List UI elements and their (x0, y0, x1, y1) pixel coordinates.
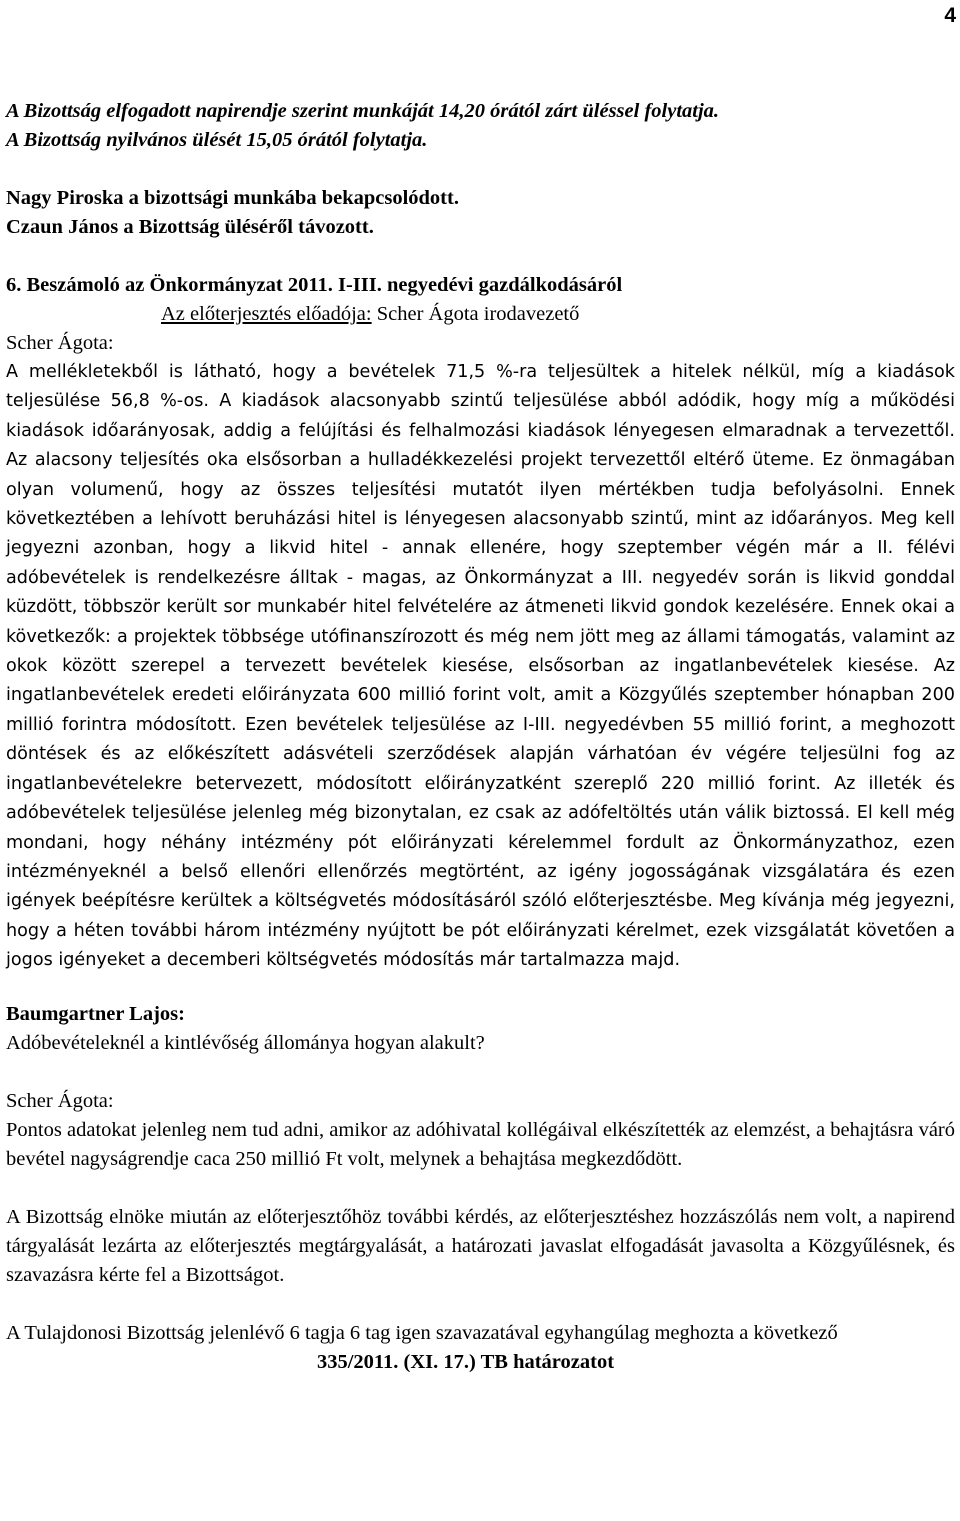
speaker-scher-2: Scher Ágota: (6, 1089, 114, 1112)
spacer (6, 976, 955, 1000)
spacer (6, 1290, 955, 1319)
presenter-name: Scher Ágota irodavezető (371, 303, 580, 325)
spacer (6, 1174, 955, 1203)
speaker-scher-1: Scher Ágota: (6, 332, 114, 354)
document-body (6, 97, 955, 1377)
spacer (6, 1058, 955, 1087)
vote-paragraph: A Tulajdonosi Bizottság jelenlévő 6 tagja 6 tag igen szavazatával egyhangúlag meghozta a következő (6, 1321, 838, 1344)
speaker-baumgartner: Baumgartner Lajos: (6, 1002, 185, 1025)
page-number: 4 (944, 4, 956, 27)
agenda-title: 6. Beszámoló az Önkormányzat 2011. I-III. negyedévi gazdálkodásáról (6, 274, 623, 296)
intro-line-1: A Bizottság elfogadott napirendje szerint munkáját 14,20 órától zárt üléssel folytatja. (6, 100, 720, 122)
presenter-label: Az előterjesztés előadója: (161, 303, 372, 325)
agenda-presenter (161, 300, 955, 329)
attendance-line-1: Nagy Piroska a bizottsági munkába bekapcsolódott. (6, 187, 459, 209)
closing-paragraph: A Bizottság elnöke miután az előterjesztőhöz további kérdés, az előterjesztéshez hozzászólás nem volt, a napirend tárgyalását lezárta az előterjesztés megtárgyalását, a határozati javaslat elfogadását javasolta a Közgyűlésnek, és szavazásra kérte fel a Bizottságot. (6, 1205, 955, 1286)
spacer (6, 242, 955, 271)
attendance-line-2: Czaun János a Bizottság üléséről távozott. (6, 216, 374, 238)
speech-scher-1: A mellékletekből is látható, hogy a bevételek 71,5 %-ra teljesültek a hitelek nélkül, míg a kiadások teljesülése 56,8 %-os. A kiadások alacsonyabb szintű teljesülése abból adódik, hogy míg a működési kiadások időarányosak, addig a felújítási és felhalmozási kiadások lényegesen elmaradnak a tervezettől. Az alacsony teljesítés oka elsősorban a hulladékkezelési projekt tervezettől eltérő üteme. Ez önmagában olyan volumenű, hogy az összes teljesítési mutatót ilyen mértékben tudja befolyásolni. Ennek következtében a lehívott beruházási hitel is lényegesen alacsonyabb szintű, mint az időarányos. Meg kell jegyezni azonban, hogy a likvid hitel - annak ellenére, hogy szeptember végén már a II. félévi adóbevételek is rendelkezésre álltak - magas, az Önkormányzat a III. negyedév során is likvid gonddal küzdött, többször került sor munkabér hitel felvételére az átmeneti likvid gondok kezelésére. Ennek okai a következők: a projektek többsége utófinanszírozott és még nem jött meg az állami támogatás, valamint az okok között szerepel a tervezett bevételek kiesése, elsősorban az ingatlanbevételek kiesése. Az ingatlanbevételek eredeti előirányzata 600 millió forint volt, amit a Közgyűlés szeptember hónapban 200 millió forintra módosított. Ezen bevételek teljesülése az I-III. negyedévben 55 millió forint, a meghozott döntések és az előkészített adásvételi szerződések alapján várhatóan év végére teljesülni fog az ingatlanbevételekre betervezett, módosított előirányzatként szereplő 220 millió forint. Az illeték és adóbevételek teljesülése jelenleg még bizonytalan, ez csak az adófeltöltés után válik biztossá. El kell még mondani, hogy néhány intézmény pót előirányzati kérelemmel fordult az Önkormányzathoz, ezen intézményeknél a belső ellenőri ellenőrzés megtörtént, az igény jogosságának vizsgálatára és ezen igények beépítésre kerültek a költségvetés módosításáról szóló előterjesztésbe. Meg kívánja még jegyezni, hogy a héten további három intézmény nyújtott be pót előirányzati kérelmet, ezek vizsgálatát követően a jogos igényeket a decemberi költségvetés módosítás már tartalmazza majd. (6, 362, 955, 971)
question-baumgartner: Adóbevételeknél a kintlévőség állománya hogyan alakult? (6, 1031, 485, 1054)
spacer (6, 155, 955, 184)
resolution-title: 335/2011. (XI. 17.) TB határozatot (316, 1350, 615, 1373)
intro-line-2: A Bizottság nyilvános ülését 15,05 órától folytatja. (6, 129, 428, 151)
speech-scher-2: Pontos adatokat jelenleg nem tud adni, amikor az adóhivatal kollégáival elkészítették az elemzést, a behajtásra váró bevétel nagyságrendje caca 250 millió Ft volt, melynek a behajtása megkezdődött. (6, 1118, 955, 1170)
